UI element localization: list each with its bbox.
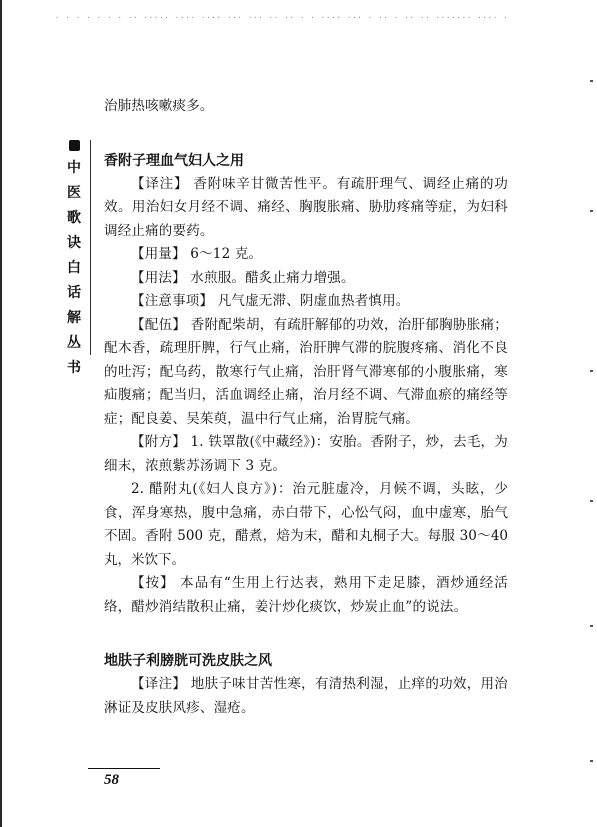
series-title-char: 歌	[67, 210, 81, 226]
scan-dot	[590, 760, 593, 762]
section-heading: 香附子理血气妇人之用	[104, 152, 244, 169]
scan-dot	[590, 500, 593, 502]
page-number: 58	[104, 772, 119, 788]
section-heading: 地肤子利膀胱可洗皮肤之风	[104, 653, 272, 669]
paragraph-dosage: 【用量】 6～12 克。	[131, 246, 263, 262]
paragraph-translation-note: 【译注】 香附味辛甘微苦性平。有疏肝理气、调经止痛的功效。用治妇女月经不调、痛经、胸腹胀痛、胁肋疼痛等症，为妇科调经止痛的要药。	[104, 175, 508, 239]
series-title-char: 解	[67, 310, 81, 326]
continued-text-line: 治肺热咳嗽痰多。	[104, 98, 214, 114]
page-content	[104, 95, 508, 720]
scan-dot	[590, 210, 593, 212]
scan-header-noise: · · · · · · · ·· ····· ···· ···· ··· ··· ·· ·· · · ···· ··· · ·· · ·· ·· ······· ···· ·	[55, 14, 509, 22]
paragraph-usage: 【用法】 水煎服。醋炙止痛力增强。	[131, 269, 355, 286]
footer-rule	[88, 768, 160, 769]
scan-edge-dots	[590, 70, 594, 790]
paragraph-translation-note: 【译注】 地肤子味甘苦性寒，有清热利湿，止痒的功效，用治淋证及皮肤风疹、湿疮。	[104, 676, 508, 716]
section-gap	[104, 619, 508, 637]
series-title-char: 话	[67, 285, 81, 301]
paragraph-prescription-1: 【附方】 1. 铁罩散(《中藏经》)：安胎。香附子，炒，去毛，为细末，浓煎紫苏汤调下 3 克。	[104, 434, 508, 474]
series-square-icon	[69, 140, 80, 151]
section-gap	[104, 119, 508, 137]
paragraph-precautions: 【注意事项】 凡气虚无滞、阴虚血热者慎用。	[131, 293, 410, 309]
scan-dot	[590, 370, 593, 372]
scan-dot	[590, 80, 593, 82]
series-title-char: 丛	[67, 335, 81, 351]
scan-dot	[590, 625, 593, 627]
paragraph-remark: 【按】 本品有“生用上行达表，熟用下走足膝，酒炒通经活络，醋炒消结散积止痛，姜汁炒化痰饮，炒炭止血”的说法。	[104, 575, 508, 615]
series-title-char: 医	[67, 185, 81, 201]
series-title-char: 诀	[67, 235, 81, 251]
series-vertical-title	[64, 140, 84, 376]
paragraph-compatibility: 【配伍】 香附配柴胡，有疏肝解郁的功效，治肝郁胸胁胀痛；配木香，疏理肝脾，行气止痛，治肝脾气滞的脘腹疼痛、消化不良的吐泻；配乌药，散寒行气止痛，治肝肾气滞寒郁的小腹胀痛，寒疝腹痛；配当归，活血调经止痛，治月经不调、气滞血瘀的痛经等症；配良姜、吴茱萸，温中行气止痛，治胃脘气痛。	[104, 316, 508, 427]
scan-edge-line	[0, 0, 2, 827]
paragraph-prescription-2: 2. 醋附丸(《妇人良方》)：治元脏虚冷，月候不调，头眩，少食，浑身寒热，腹中急痛，赤白带下，心忪气闷，血中虚寒，胎气不固。香附 500 克，醋煮，焙为末，醋和丸桐子大。每服 30～40 丸，米饮下。	[104, 481, 508, 568]
series-title-char: 白	[67, 260, 81, 276]
series-title-char: 书	[67, 360, 81, 376]
series-title-char: 中	[67, 160, 81, 176]
side-divider	[90, 140, 91, 355]
